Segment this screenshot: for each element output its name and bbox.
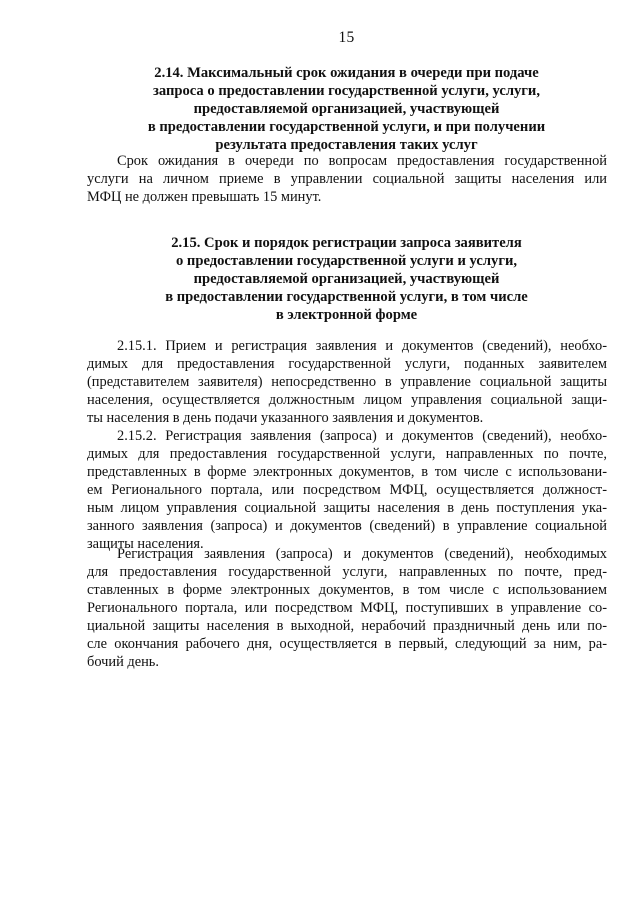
paragraph-line: димых для предоставления государственной услуги, поданных заявителем <box>87 356 607 372</box>
heading-line: 2.15. Срок и порядок регистрации запроса заявителя <box>171 235 522 251</box>
heading-line: результата предоставления таких услуг <box>215 137 478 153</box>
paragraph-registration-nonworking-days <box>87 545 607 671</box>
section-heading-2-15 <box>0 234 639 324</box>
paragraph-line: Регионального портала, или посредством МФЦ, поступивших в управление со- <box>87 600 607 616</box>
heading-line: запроса о предоставлении государственной услуги, услуги, <box>152 83 540 99</box>
paragraph-line: представленных в форме электронных документов, в том числе с использовани- <box>87 464 607 480</box>
paragraph-line: циальной защиты населения в выходной, нерабочий праздничный день или по- <box>87 618 607 634</box>
paragraph-line: сле окончания рабочего дня, осуществляется в первый, следующий за ним, ра- <box>87 636 607 652</box>
paragraph-line: ставленных в форме электронных документов, в том числе с использованием <box>87 582 607 598</box>
paragraph-line: МФЦ не должен превышать 15 минут. <box>87 189 322 205</box>
heading-line: в электронной форме <box>275 307 418 323</box>
paragraph-line: димых для предоставления государственной услуги, направленных по почте, <box>87 446 607 462</box>
paragraph-line: для предоставления государственной услуги, направленных по почте, пред- <box>87 564 607 580</box>
heading-line: в предоставлении государственной услуги, в том числе <box>165 289 528 305</box>
heading-line: 2.14. Максимальный срок ожидания в очереди при подаче <box>154 65 539 81</box>
paragraph-wait-time <box>87 152 607 206</box>
heading-line: в предоставлении государственной услуги, и при получении <box>147 119 546 135</box>
paragraph-line: услуги на личном приеме в управлении социальной защиты населения или <box>87 171 607 187</box>
section-heading-2-14 <box>0 64 639 154</box>
paragraph-2-15-1 <box>87 337 607 427</box>
paragraph-line: бочий день. <box>87 654 159 670</box>
paragraph-line: 2.15.2. Регистрация заявления (запроса) и документов (сведений), необхо- <box>117 428 607 444</box>
paragraph-line: Регистрация заявления (запроса) и документов (сведений), необходимых <box>117 546 607 562</box>
paragraph-line: занного заявления (запроса) и документов (сведений) в управление социальной <box>87 518 607 534</box>
paragraph-line: ным лицом управления социальной защиты населения в день поступления ука- <box>87 500 607 516</box>
heading-line: предоставляемой организацией, участвующей <box>193 271 500 287</box>
paragraph-line: 2.15.1. Прием и регистрация заявления и документов (сведений), необхо- <box>117 338 607 354</box>
paragraph-line: ем Регионального портала, или посредством МФЦ, осуществляется должност- <box>87 482 607 498</box>
heading-line: предоставляемой организацией, участвующей <box>193 101 500 117</box>
paragraph-line: ты населения в день подачи указанного заявления и документов. <box>87 410 484 426</box>
paragraph-2-15-2 <box>87 427 607 553</box>
paragraph-line: Срок ожидания в очереди по вопросам предоставления государственной <box>117 153 607 169</box>
paragraph-line: защиты населения. <box>87 536 204 552</box>
page-number: 15 <box>338 29 355 46</box>
paragraph-line: населения, осуществляется должностным лицом управления социальной защи- <box>87 392 607 408</box>
paragraph-line: (представителем заявителя) непосредственно в управление социальной защиты <box>87 374 607 390</box>
heading-line: о предоставлении государственной услуги и услуги, <box>175 253 518 269</box>
